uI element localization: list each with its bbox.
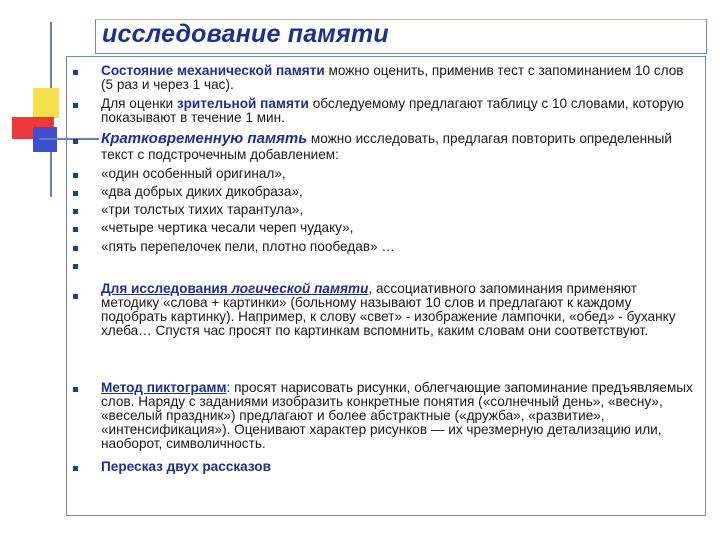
bullet-icon (73, 227, 78, 232)
list-item: «четыре чертика чесали череп чудаку», (101, 220, 354, 235)
bullet-icon (73, 264, 78, 269)
bullet-icon (73, 103, 78, 108)
list-item (101, 131, 696, 163)
item-prefix-emphasis: Для исследования (101, 281, 232, 296)
item-prefix: Для оценки (101, 96, 177, 111)
bullet-icon (73, 387, 78, 392)
item-text: : просят нарисовать рисунки, облегчающие запоминание предъявляемых слов. Наряду с заданиями изобразить конкретные понятия («солнечный день», «весну», «веселый праздник») предлагают и более абстрактные («дружба», «развитие», «интенсификация»). Оценивают характер рисунков — их чрезмерную детализацию или, наоборот, символичность. (101, 380, 693, 451)
bullet-icon (73, 191, 78, 196)
decorative-yellow-square (33, 88, 59, 118)
bullet-icon (73, 209, 78, 214)
bullet-icon (73, 173, 78, 178)
item-emphasis: зрительной памяти (176, 96, 309, 111)
list-item: «три толстых тихих тарантула», (101, 202, 304, 217)
item-text: можно исследовать, предлагая повторить определенный текст с подстрочечным добавлением: (101, 131, 672, 162)
bullet-icon (73, 139, 78, 144)
item-emphasis: логической памяти (231, 281, 369, 296)
list-item (101, 381, 696, 451)
bullet-icon (73, 294, 78, 299)
item-emphasis: Метод пиктограмм (101, 380, 227, 395)
item-emphasis: Кратковременную память (101, 130, 308, 147)
list-item (101, 97, 696, 125)
bullet-icon (73, 70, 78, 75)
list-item: «один особенный оригинал», (101, 166, 286, 181)
item-emphasis: Состояние механической памяти (101, 63, 325, 78)
item-text: обследуемому предлагают таблицу с 10 словами, которую показывают в течение 1 мин. (101, 96, 684, 125)
slide-title: исследование памяти (102, 20, 389, 48)
list-item (101, 64, 696, 92)
list-item (101, 460, 696, 474)
bullet-icon (73, 246, 78, 251)
list-item: «два добрых диких дикобраза», (101, 184, 303, 199)
list-item (101, 282, 696, 338)
bullet-icon (73, 466, 78, 471)
item-emphasis: Пересказ двух рассказов (101, 459, 271, 474)
item-text: можно оценить, применив тест с запоминанием 10 слов (5 раз и через 1 час). (101, 63, 684, 92)
item-text: , ассоциативного запоминания применяют методику «слова + картинки» (больному называют 10 слов и предлагают к каждому подобрать картинку). Например, к слову «свет» - изображение лампочки, «обед» - буханку хлеба… Спустя час просят по картинкам вспомнить, каким словам они соответствуют. (101, 281, 676, 338)
list-item: «пять перепелочек пели, плотно пообедав» … (101, 239, 395, 254)
